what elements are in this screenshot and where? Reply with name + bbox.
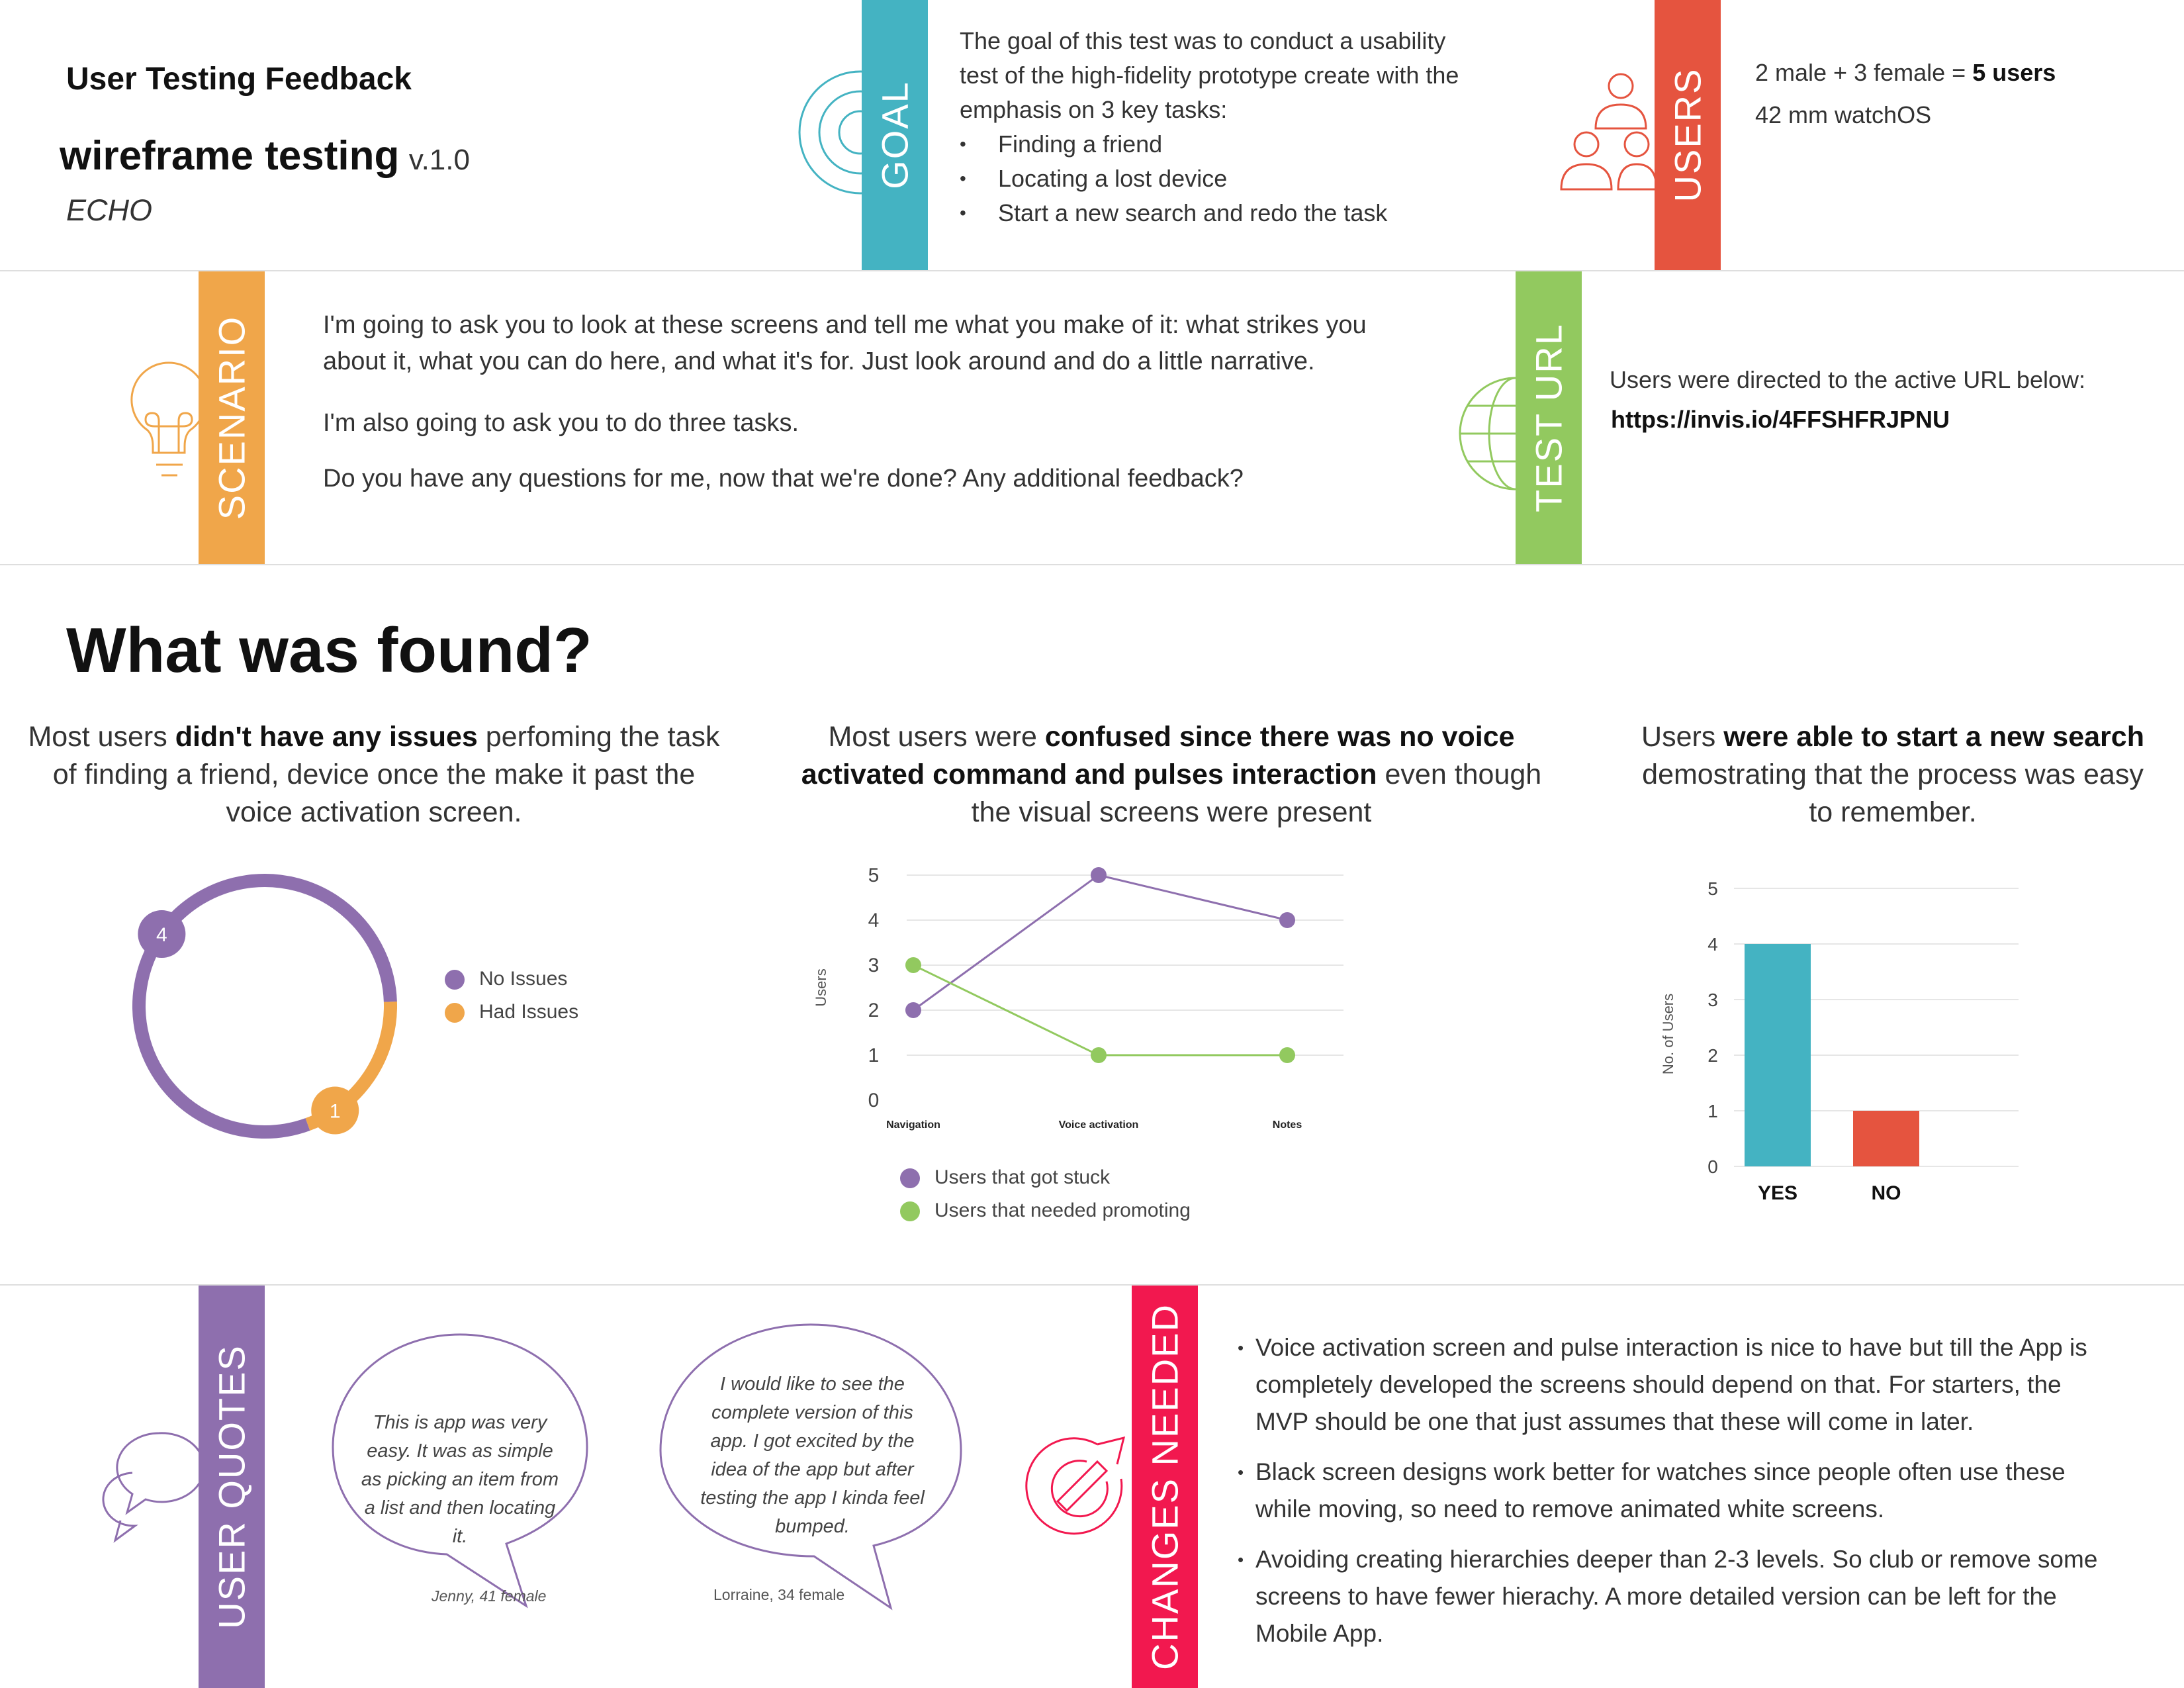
user-quote-text: This is app was very easy. It was as simple as picking an item from a list and then locating it. xyxy=(361,1412,559,1547)
legend-swatch xyxy=(445,970,465,990)
finding-text: Most users xyxy=(28,721,175,753)
legend-label: Had Issues xyxy=(479,1001,579,1023)
y-tick-label: 2 xyxy=(868,1000,880,1021)
test-url-intro: Users were directed to the active URL below: xyxy=(1610,366,2085,393)
bar-no xyxy=(1853,1111,1919,1166)
legend-swatch xyxy=(445,1003,465,1023)
project-title: wireframe testing xyxy=(60,133,400,179)
goal-band xyxy=(862,0,928,270)
change-item: • Black screen designs work better for watches since people often use these while moving, so need to remove animated white screens. xyxy=(1238,1454,2118,1528)
data-point xyxy=(1091,1047,1107,1063)
data-point xyxy=(1091,867,1107,883)
bar-chart xyxy=(1655,867,2038,1211)
changes-label: CHANGES NEEDED xyxy=(1144,1303,1186,1670)
change-item: • Voice activation screen and pulse interaction is nice to have but till the App is completely developed the screens should depend on that. For starters, the MVP should be one that just assumes that these will come in later. xyxy=(1238,1329,2118,1440)
users-device: 42 mm watchOS xyxy=(1755,101,1932,128)
version-label: v.1.0 xyxy=(408,144,470,176)
series-line-got-stuck xyxy=(913,875,1287,1010)
legend-swatch xyxy=(900,1168,920,1188)
goal-text: The goal of this test was to conduct a usability test of the high-fidelity prototype create with the emphasis on 3 key tasks: xyxy=(960,27,1459,123)
donut-legend-item xyxy=(445,1001,578,1023)
line-chart xyxy=(807,854,1363,1145)
change-item: • Avoiding creating hierarchies deeper than 2-3 levels. So club or remove some screens to have fewer hierachy. A more detailed version can be left for the Mobile App. xyxy=(1238,1541,2118,1652)
users-total: 5 users xyxy=(1972,59,2056,86)
users-group-icon xyxy=(1559,71,1658,197)
x-tick-label: Notes xyxy=(1272,1119,1302,1131)
doc-title: User Testing Feedback xyxy=(66,62,412,97)
y-axis-label: No. of Users xyxy=(1660,993,1676,1075)
globe-icon xyxy=(1430,374,1516,493)
finding-emphasis: didn't have any issues xyxy=(175,721,478,753)
user-quote-text: I would like to see the complete version of this app. I got excited by the idea of the app but after testing the app I kinda feel bumped. xyxy=(700,1374,925,1537)
legend-label: Users that needed promoting xyxy=(934,1199,1191,1221)
finding-emphasis: confused since there was no voice activated command and pulses interaction xyxy=(801,721,1515,790)
legend-swatch xyxy=(900,1201,920,1221)
y-tick-label: 1 xyxy=(1707,1101,1718,1121)
divider xyxy=(0,564,2184,565)
finding-middle xyxy=(781,718,1562,831)
finding-right xyxy=(1628,718,2158,831)
test-url-link[interactable]: https://invis.io/4FFSHFRJPNU xyxy=(1611,406,1950,433)
line-legend-item xyxy=(900,1199,1191,1222)
y-axis-label: Users xyxy=(813,968,829,1007)
y-tick-label: 5 xyxy=(1707,878,1718,899)
legend-label: Users that got stuck xyxy=(934,1166,1111,1188)
findings-heading: What was found? xyxy=(66,615,592,686)
legend-label: No Issues xyxy=(479,968,568,990)
test-url-label: TEST URL xyxy=(1527,323,1570,512)
y-tick-label: 5 xyxy=(868,865,880,886)
quotes-band xyxy=(199,1286,265,1688)
chat-bubbles-icon xyxy=(99,1427,205,1546)
y-tick-label: 4 xyxy=(1707,934,1718,955)
finding-text: Most users were xyxy=(828,721,1045,753)
goal-task: • Start a new search and redo the task xyxy=(960,196,1463,230)
finding-text: perfoming the task of finding a friend, device once the make it past the voice activation screen. xyxy=(52,721,720,828)
data-point xyxy=(1279,1047,1295,1063)
y-tick-label: 4 xyxy=(868,910,880,931)
y-tick-label: 2 xyxy=(1707,1045,1718,1066)
goal-task-list xyxy=(960,127,1463,230)
bar-yes xyxy=(1745,944,1811,1166)
y-tick-label: 3 xyxy=(1707,990,1718,1010)
product-name: ECHO xyxy=(66,193,153,227)
test-url-band xyxy=(1516,271,1582,564)
y-tick-label: 3 xyxy=(868,955,880,976)
donut-value-label: 1 xyxy=(329,1100,341,1123)
donut-legend-item xyxy=(445,968,567,990)
scenario-paragraph: I'm going to ask you to look at these screens and tell me what you make of it: what strikes you about it, what you can do here, and what it's for. Just look around and do a little narrative. xyxy=(323,311,1367,375)
goal-task: • Finding a friend xyxy=(960,127,1463,162)
refresh-arrow-icon xyxy=(1019,1423,1138,1542)
target-icon xyxy=(788,66,867,199)
finding-text: Users xyxy=(1641,721,1724,753)
finding-text: demostrating that the process was easy to remember. xyxy=(1642,759,2144,828)
data-point xyxy=(1279,912,1295,928)
changes-band xyxy=(1132,1286,1198,1688)
finding-emphasis: were able to start a new search xyxy=(1723,721,2144,753)
y-tick-label: 0 xyxy=(1707,1156,1718,1177)
quotes-label: USER QUOTES xyxy=(210,1344,253,1629)
x-tick-label: YES xyxy=(1757,1182,1798,1204)
scenario-paragraph: Do you have any questions for me, now that we're done? Any additional feedback? xyxy=(323,465,1244,492)
data-point xyxy=(905,1002,921,1018)
users-band xyxy=(1655,0,1721,270)
line-legend-item xyxy=(900,1166,1110,1189)
donut-chart xyxy=(119,861,410,1152)
user-quote-author: Jenny, 41 female xyxy=(432,1587,547,1605)
scenario-band xyxy=(199,271,265,564)
data-point xyxy=(905,957,921,973)
changes-list xyxy=(1238,1329,2118,1665)
users-composition xyxy=(1755,56,2056,90)
user-quote-author: Lorraine, 34 female xyxy=(713,1586,845,1603)
finding-left xyxy=(26,718,721,831)
y-tick-label: 0 xyxy=(868,1090,880,1111)
donut-value-label: 4 xyxy=(156,924,167,947)
divider xyxy=(0,270,2184,271)
scenario-label: SCENARIO xyxy=(210,315,253,520)
divider xyxy=(0,1284,2184,1286)
users-composition-text: 2 male + 3 female = xyxy=(1755,59,1966,86)
goal-label: GOAL xyxy=(874,81,916,189)
scenario-paragraph: I'm also going to ask you to do three tasks. xyxy=(323,409,799,437)
project-title-line xyxy=(60,132,470,179)
x-tick-label: NO xyxy=(1871,1182,1901,1204)
x-tick-label: Voice activation xyxy=(1058,1119,1139,1131)
x-tick-label: Navigation xyxy=(886,1119,940,1131)
y-tick-label: 1 xyxy=(868,1045,880,1066)
goal-task: • Locating a lost device xyxy=(960,162,1463,196)
users-label: USERS xyxy=(1666,68,1709,203)
finding-text: even though the visual screens were present xyxy=(971,759,1542,828)
